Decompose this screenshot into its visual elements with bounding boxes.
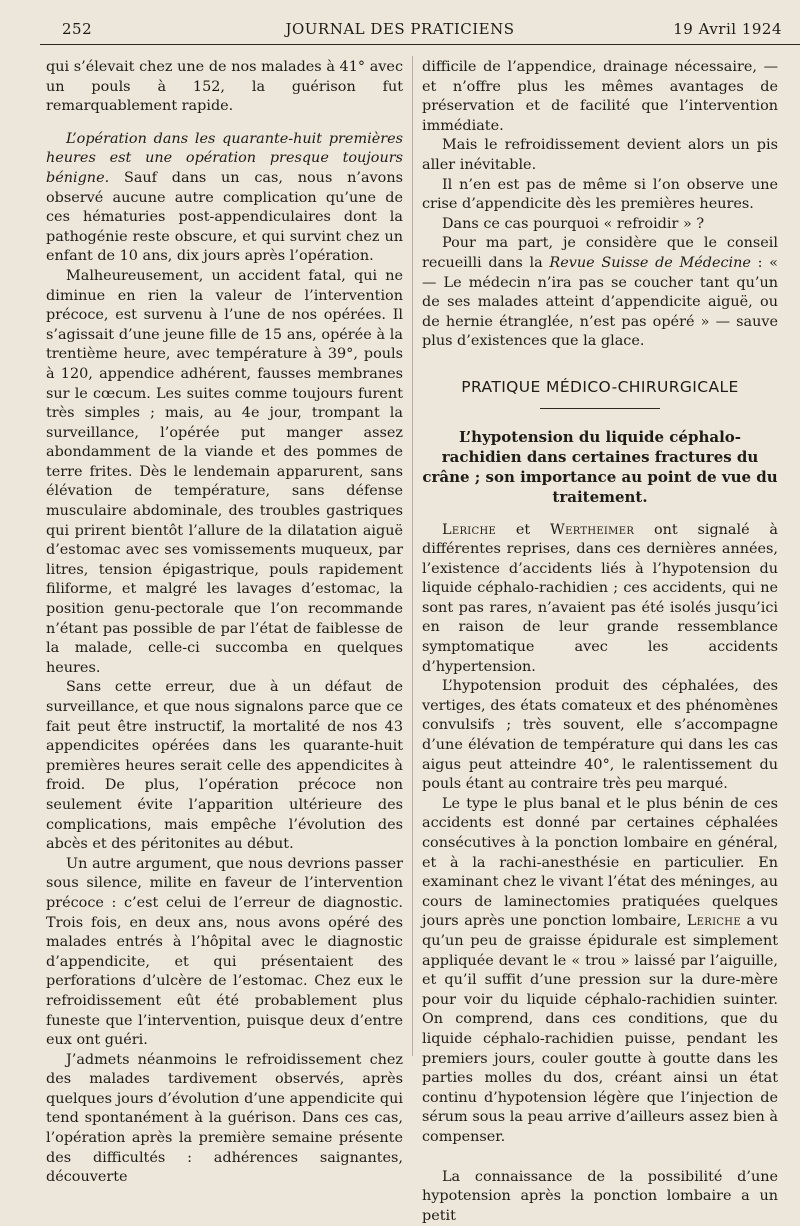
paragraph-text: et (496, 522, 550, 538)
paragraph (422, 234, 778, 352)
paragraph-text: ont signalé à différentes reprises, dans ces dernières années, l’existence d’accidents liés à l’hypotension du liquide céphalo-rachidien ; ces accidents, qui ne sont pas rares, n’avaient pas été isolés jusqu’ici en raison de leur grande ressemblance symptomatique avec les accidents d’hypertension. (422, 522, 778, 675)
right-column (422, 58, 778, 1226)
paragraph-text: a vu qu’un peu de graisse épidurale est simplement appliquée devant le « trou » laissé par l’aiguille, et qu’il suffit d’une pression sur la dure-mère pour voir du liquide céphalo-rachidien suinter. On comprend, dans ces conditions, que du liquide céphalo-rachidien puisse, pendant les premiers jours, couler goutte à goutte dans les parties molles du dos, créant ainsi un état continu d’hypotension légère que l’injection de sérum sous la peau arrive d’ailleurs assez bien à compenser. (422, 913, 778, 1145)
paragraph: Sans cette erreur, due à un défaut de surveillance, et que nous signalons parce que ce fait peut être instructif, la mortalité de nos 43 appendicites opérées dans les quarante-huit premières heures serait celle des appendicites à froid. De plus, l’opération précoce non seulement évite l’apparition ultérieure des complications, mais empêche l’évolution des abcès et des péritonites au début. (46, 678, 403, 854)
author-name: Leriche (442, 522, 496, 538)
paragraph: La connaissance de la possibilité d’une hypotension après la ponction lombaire a un petit (422, 1168, 778, 1226)
paragraph (422, 795, 778, 1148)
paragraph-text: Pour ma part, je considère que le conseil recueilli dans la (422, 235, 778, 271)
journal-title: JOURNAL DES PRATICIENS (0, 20, 800, 38)
paragraph: Malheureusement, un accident fatal, qui ne diminue en rien la valeur de l’intervention précoce, est survenu à l’une de nos opérées. Il s’agissait d’une jeune fille de 15 ans, opérée à la trentième heure, avec température à 39°, pouls à 120, appendice adhérent, fausses membranes sur le cœcum. Les suites comme toujours furent très simples ; mais, au 4e jour, trompant la surveillance, l’opérée put manger assez abondamment de la viande et des pommes de terre frites. Dès le lendemain apparurent, sans élévation de température, sans défense musculaire abdominale, des troubles gastriques qui prirent bientôt l’allure de la dilatation aiguë d’estomac avec ses vomissements muqueux, par litres, tension épigastrique, pouls rapidement filiforme, et malgré les lavages d’estomac, la position genu-pectorale que l’on recommande n’étant pas possible de par l’état de faiblesse de la malade, celle-ci succomba en quelques heures. (46, 267, 403, 678)
paragraph: difficile de l’appendice, drainage nécessaire, — et n’offre plus les mêmes avantages de préservation et de facilité que l’intervention immédiate. (422, 58, 778, 136)
left-column (46, 58, 403, 1188)
paragraph (422, 521, 778, 678)
article-title: L’hypotension du liquide céphalo-rachidien dans certaines fractures du crâne ; son importance au point de vue du traitement. (422, 427, 778, 507)
author-name: Leriche (687, 913, 741, 929)
paragraph: Mais le refroidissement devient alors un pis aller inévitable. (422, 136, 778, 175)
paragraph-lede: L’opération dans les quarante-huit premières heures est une opération presque toujours bénigne. (46, 131, 403, 186)
paragraph: J’admets néanmoins le refroidissement chez des malades tardivement observés, après quelques jours d’évolution d’une appendicite qui tend spontanément à la guérison. Dans ces cas, l’opération après la première semaine présente des difficultés : adhérences saignantes, découverte (46, 1051, 403, 1188)
paragraph (46, 130, 403, 267)
paragraph-text: : « — Le médecin n’ira pas se coucher tant qu’un de ses malades atteint d’appendicite aiguë, ou de hernie étranglée, n’est pas opéré » — sauve plus d’existences que la glace. (422, 255, 778, 349)
section-title: PRATIQUE MÉDICO-CHIRURGICALE (422, 378, 778, 398)
page-header (0, 0, 800, 40)
cited-journal: Revue Suisse de Médecine (549, 255, 751, 271)
issue-date: 19 Avril 1924 (673, 20, 782, 38)
paragraph: Dans ce cas pourquoi « refroidir » ? (422, 215, 778, 235)
header-rule (40, 44, 800, 45)
column-divider (412, 56, 413, 1056)
paragraph: L’hypotension produit des céphalées, des vertiges, des états comateux et des phénomènes convulsifs ; très souvent, elle s’accompagne d’une élévation de température qui dans les cas aigus peut atteindre 40°, le ralentissement du pouls étant au contraire très peu marqué. (422, 677, 778, 795)
paragraph: Un autre argument, que nous devrions passer sous silence, milite en faveur de l’intervention précoce : c’est celui de l’erreur de diagnostic. Trois fois, en deux ans, nous avons opéré des malades entrés à l’hôpital avec le diagnostic d’appendicite, et qui présentaient des perforations d’ulcère de l’estomac. Chez eux le refroidissement eût été probablement plus funeste que l’intervention, puisque deux d’entre eux ont guéri. (46, 855, 403, 1051)
paragraph-text: Sauf dans un cas, nous n’avons observé aucune autre complication qu’une de ces hématuries post-appendiculaires dont la pathogénie reste obscure, et qui survint chez un enfant de 10 ans, dix jours après l’opération. (46, 170, 403, 264)
section-rule (540, 408, 660, 409)
page-number: 252 (62, 20, 92, 38)
paragraph: qui s’élevait chez une de nos malades à 41° avec un pouls à 152, la guérison fut remarquablement rapide. (46, 58, 403, 117)
paragraph-text: Le type le plus banal et le plus bénin de ces accidents est donné par certaines céphalées consécutives à la ponction lombaire en général, et à la rachi-anesthésie en particulier. En examinant chez le vivant l’état des méninges, au cours de laminectomies pratiquées quelques jours après une ponction lombaire, (422, 796, 778, 930)
paragraph: Il n’en est pas de même si l’on observe une crise d’appendicite dès les premières heures. (422, 176, 778, 215)
author-name: Wertheimer (550, 522, 634, 538)
